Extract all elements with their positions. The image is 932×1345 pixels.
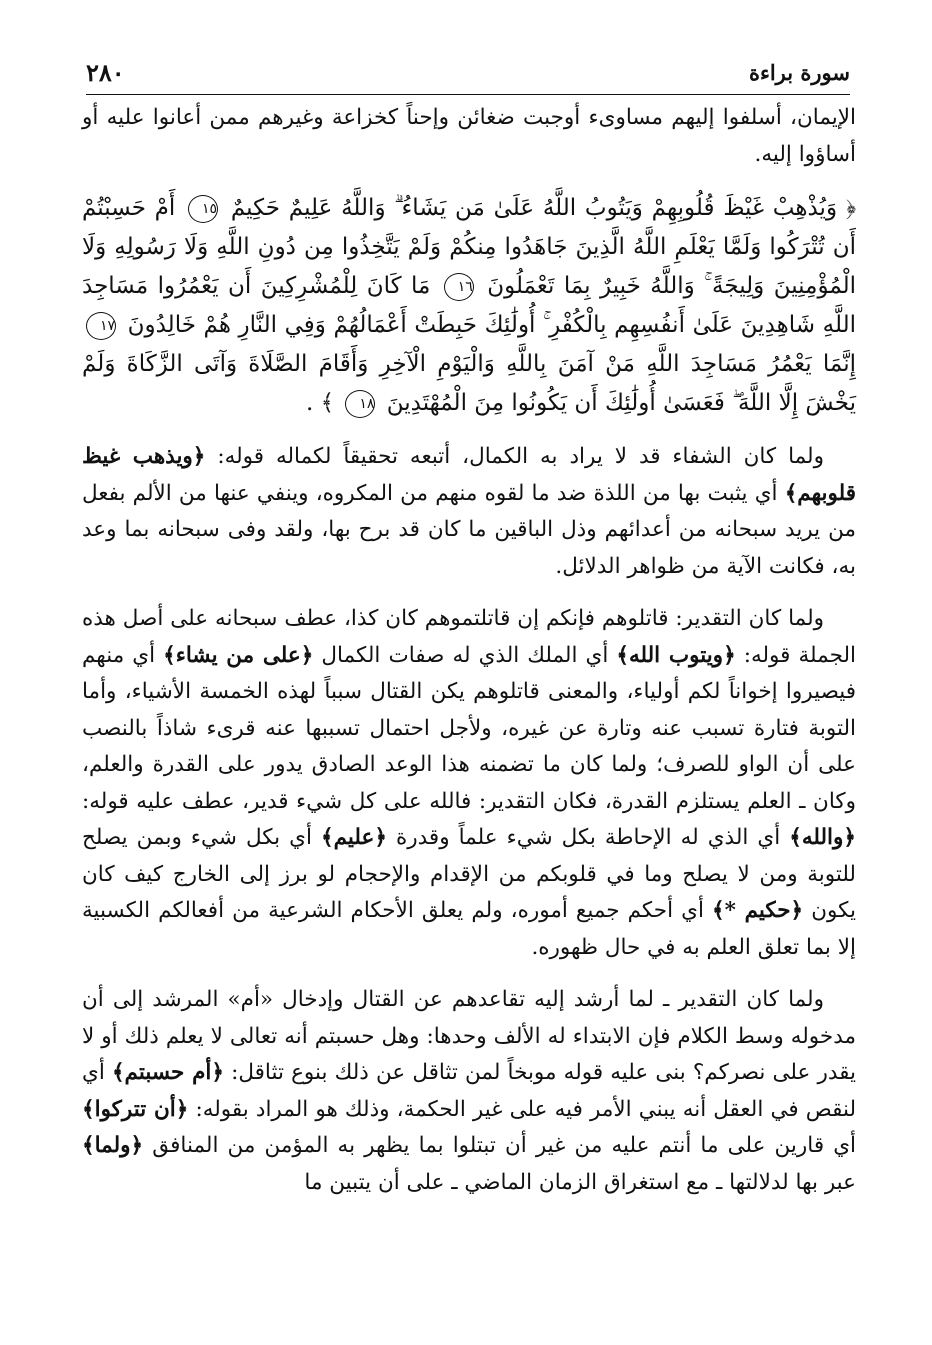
- commentary-paragraph-1: [82, 439, 856, 585]
- ayah-number-17: ١٧: [86, 312, 116, 340]
- quoted-phrase: ﴿حكيم *﴾: [712, 898, 804, 923]
- text-run: ولما كان التقدير: قاتلوهم فإنكم إن قاتلتموهم كان كذا، عطف سبحانه على أصل هذه الجملة قوله:: [82, 606, 856, 668]
- quoted-phrase: ﴿على من يشاء﴾: [163, 642, 314, 668]
- commentary-paragraph-2: [82, 601, 856, 966]
- ayah-number-15: ١٥: [188, 195, 218, 223]
- text-run: أي يثبت بها من اللذة ضد ما لقوه منهم من المكروه، وينفي عنها من الألم بفعل من يريد سبحانه من أعدائهم وذل الباقين ما كان قد برح بها، ولقد وفى سبحانه بما وعد به، فكانت الآية من ظواهر الدلائل.: [82, 480, 856, 579]
- page-number: ٢٨٠: [86, 58, 125, 87]
- quoted-phrase: ﴿أن تتركوا﴾: [82, 1096, 189, 1122]
- text-run: أي الملك الذي له صفات الكمال: [321, 642, 609, 668]
- verse-17-text: مَا كَانَ لِلْمُشْرِكِينَ أَن يَعْمُرُوا مَسَاجِدَ اللَّهِ شَاهِدِينَ عَلَىٰ أَنفُسِهِم بِالْكُفْرِ ۚ أُولَٰئِكَ حَبِطَتْ أَعْمَالُهُمْ وَفِي النَّارِ هُمْ خَالِدُونَ: [82, 273, 857, 338]
- quoted-phrase: ﴿أم حسبتم﴾: [111, 1060, 224, 1085]
- verse-16-text: أَمْ حَسِبْتُمْ أَن تُتْرَكُوا وَلَمَّا يَعْلَمِ اللَّهُ الَّذِينَ جَاهَدُوا مِنكُمْ وَلَمْ يَتَّخِذُوا مِن دُونِ اللَّهِ وَلَا رَسُولِهِ وَلَا الْمُؤْمِنِينَ وَلِيجَةً ۚ وَاللَّهُ خَبِيرٌ بِمَا تَعْمَلُونَ: [82, 195, 857, 299]
- quoted-phrase: ﴿عليم﴾: [320, 825, 387, 850]
- verse-close: ﴾ .: [306, 390, 335, 416]
- text-run: أي قارين على ما أنتم عليه من غير أن تبتلوا بما يظهر به المؤمن من المنافق: [152, 1133, 856, 1158]
- text-run: أي أحكم جميع أموره، ولم يعلق الأحكام الشرعية من أفعالكم الكسبية إلا بما تعلق العلم به في حال ظهوره.: [82, 898, 856, 960]
- page-body: [82, 100, 856, 1217]
- intro-paragraph: الإيمان، أسلفوا إليهم مساوىء أوجبت ضغائن وإحناً كخزاعة وغيرهم ممن أعانوا عليه أو أساؤوا إليه.: [82, 105, 856, 167]
- text-run: أي الذي له الإحاطة بكل شيء علماً وقدرة: [395, 825, 781, 850]
- quoted-phrase: ﴿ولما﴾: [82, 1133, 144, 1158]
- ayah-number-16: ١٦: [444, 273, 474, 301]
- quran-verses: [82, 189, 856, 423]
- ayah-number-18: ١٨: [345, 390, 375, 418]
- text-run: ولما كان الشفاء قد لا يراد به الكمال، أتبعه تحقيقاً لكماله قوله:: [217, 444, 824, 469]
- quoted-phrase: ﴿والله﴾: [789, 825, 856, 850]
- page-header: [86, 54, 850, 95]
- text-run: عبر بها لدلالتها ـ مع استغراق الزمان الماضي ـ على أن يتبين ما: [304, 1169, 856, 1195]
- quoted-phrase: ﴿ويتوب الله﴾: [616, 642, 736, 668]
- text-run: ولما كان التقدير ـ لما أرشد إليه تقاعدهم عن القتال وإدخال «أم» المرشد إلى أن مدخوله وسط الكلام فإن الابتداء له الألف وحدها: وهل حسبتم أنه تعالى لا يعلم ذلك أو لا يقدر على نصركم؟ بنى عليه قوله موبخاً لمن تثاقل عن ذلك بنوع تثاقل:: [82, 987, 856, 1085]
- commentary-paragraph-3: [82, 982, 856, 1201]
- text-run: أي منهم فيصيروا إخواناً لكم أولياء، والمعنى قاتلوهم يكن القتال سبباً لهذه الخمسة الأشياء، وأما التوبة فتارة تسبب عنه وتارة عن غيره، ولأجل احتمال تسببها عنه قرىء شاذاً بالنصب على أن الواو للصرف؛ ولما كان ما تضمنه هذا الوعد الصادق يدور على القدرة والعلم، وكان ـ العلم يستلزم القدرة، فكان التقدير: فالله على كل شيء قدير، عطف عليه قوله:: [82, 642, 856, 814]
- quoted-phrase: ﴿ويذهب غيظ قلوبهم﴾: [82, 444, 856, 506]
- text-run: أي لنقص في العقل أنه يبني الأمر فيه على غير الحكمة، وذلك هو المراد بقوله:: [82, 1060, 856, 1122]
- verse-18-text: إِنَّمَا يَعْمُرُ مَسَاجِدَ اللَّهِ مَنْ آمَنَ بِاللَّهِ وَالْيَوْمِ الْآخِرِ وَأَقَامَ الصَّلَاةَ وَآتَى الزَّكَاةَ وَلَمْ يَخْشَ إِلَّا اللَّهَ ۖ فَعَسَىٰ أُولَٰئِكَ أَن يَكُونُوا مِنَ الْمُهْتَدِينَ: [82, 351, 856, 416]
- surah-title: سورة براءة: [748, 60, 850, 85]
- text-run: أي بكل شيء وبمن يصلح للتوبة ومن لا يصلح وما في قلوبكم من الإقدام والإحجام لو برز إلى الخارج كيف كان يكون: [82, 825, 856, 923]
- verse-15-text: ﴿ وَيُذْهِبْ غَيْظَ قُلُوبِهِمْ وَيَتُوبُ اللَّهُ عَلَىٰ مَن يَشَاءُ ۗ وَاللَّهُ عَلِيمٌ حَكِيمٌ: [230, 195, 857, 221]
